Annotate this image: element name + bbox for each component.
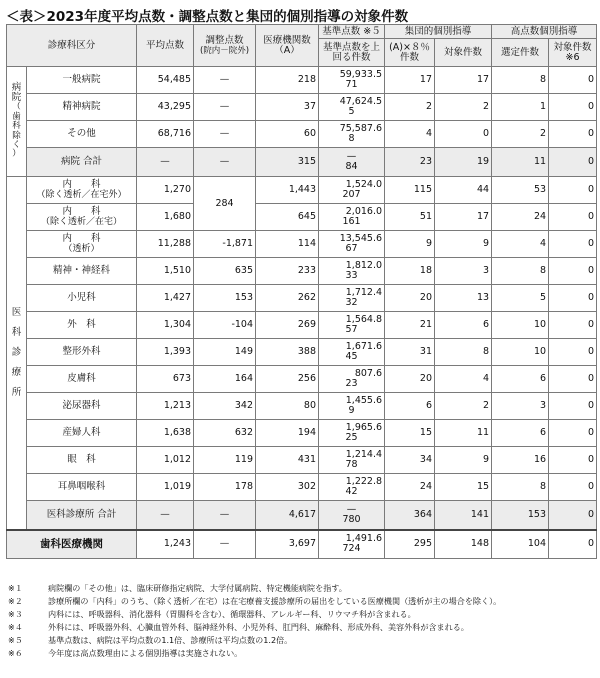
cell-a8: 34 [385,447,435,474]
row-name: 病院 合計 [27,148,137,177]
cell-selected: 6 [492,420,549,447]
row-name: 泌尿器科 [27,393,137,420]
footnote: ※５ 基準点数は、病院は平均点数の1.1倍、診療所は平均点数の1.2倍。 [8,635,293,646]
cell-a8: 9 [385,231,435,258]
table-row [7,285,597,312]
hospital-section-label: 病 院 （ 歯 科 除 く ） [7,67,27,177]
footnote: ※３ 内科には、呼吸器科、消化器科（胃腸科を含む）、循環器科、アレルギー科、リウマチ科が含まれる。 [8,609,416,620]
cell-collective: 9 [435,447,492,474]
table-row [7,258,597,285]
header-high-target: 対象件数 ※6 [549,39,597,67]
cell-standard: — 780 [319,501,385,530]
cell-collective: 8 [435,339,492,366]
cell-target: 0 [549,231,597,258]
cell-selected: 6 [492,366,549,393]
cell-adj: 635 [194,258,256,285]
cell-target: 0 [549,393,597,420]
cell-a8: 2 [385,94,435,121]
cell-adj: — [194,67,256,94]
cell-selected: 2 [492,121,549,148]
cell-a8: 115 [385,177,435,204]
cell-standard: 2,016.0 161 [319,204,385,231]
cell-a8: 51 [385,204,435,231]
table-row [7,474,597,501]
cell-target: 0 [549,447,597,474]
cell-inst: 1,443 [256,177,319,204]
cell-a8: 20 [385,366,435,393]
cell-inst: 645 [256,204,319,231]
cell-standard: 807.6 23 [319,366,385,393]
cell-avg: 54,485 [137,67,194,94]
cell-collective: 9 [435,231,492,258]
cell-inst: 60 [256,121,319,148]
statistics-table [6,24,597,559]
row-name: 精神・神経科 [27,258,137,285]
cell-avg: 43,295 [137,94,194,121]
cell-standard: 1,214.4 78 [319,447,385,474]
row-name: 耳鼻咽喉科 [27,474,137,501]
cell-collective: 17 [435,67,492,94]
row-name: 一般病院 [27,67,137,94]
cell-collective: 44 [435,177,492,204]
cell-a8: 21 [385,312,435,339]
header-high-group: 高点数個別指導 [492,25,597,39]
cell-a8: 364 [385,501,435,530]
header-collective-target: 対象件数 [435,39,492,67]
header-adj-points: 調整点数 (院内－院外) [194,25,256,67]
cell-target: 0 [549,474,597,501]
header-standard-sub: 基準点数を上 回る件数 [319,39,385,67]
cell-a8: 23 [385,148,435,177]
cell-selected: 10 [492,312,549,339]
cell-avg: 1,680 [137,204,194,231]
cell-collective: 11 [435,420,492,447]
cell-target: 0 [549,121,597,148]
cell-avg: 1,243 [137,530,194,559]
cell-selected: 4 [492,231,549,258]
cell-adj: 153 [194,285,256,312]
cell-avg: 1,213 [137,393,194,420]
cell-collective: 15 [435,474,492,501]
cell-target: 0 [549,148,597,177]
cell-standard: 47,624.5 5 [319,94,385,121]
cell-avg: 1,019 [137,474,194,501]
cell-adj: -104 [194,312,256,339]
cell-avg: 1,393 [137,339,194,366]
header-high-selected: 選定件数 [492,39,549,67]
row-name: 産婦人科 [27,420,137,447]
cell-selected: 53 [492,177,549,204]
cell-inst: 233 [256,258,319,285]
cell-selected: 104 [492,530,549,559]
cell-target: 0 [549,420,597,447]
cell-standard: 1,455.6 9 [319,393,385,420]
cell-avg: 673 [137,366,194,393]
cell-selected: 24 [492,204,549,231]
clinic-total-row [7,501,597,530]
cell-a8: 31 [385,339,435,366]
cell-a8: 18 [385,258,435,285]
dental-row [7,530,597,559]
cell-standard: 1,812.0 33 [319,258,385,285]
cell-collective: 3 [435,258,492,285]
cell-avg: 1,270 [137,177,194,204]
cell-adj: — [194,530,256,559]
cell-selected: 1 [492,94,549,121]
cell-adj: 164 [194,366,256,393]
cell-target: 0 [549,177,597,204]
cell-target: 0 [549,312,597,339]
cell-selected: 3 [492,393,549,420]
cell-avg: 1,012 [137,447,194,474]
table-row [7,121,597,148]
cell-selected: 8 [492,258,549,285]
cell-a8: 295 [385,530,435,559]
cell-adj: — [194,501,256,530]
table-row [7,204,597,231]
cell-target: 0 [549,94,597,121]
cell-standard: 59,933.5 71 [319,67,385,94]
cell-standard: 1,712.4 32 [319,285,385,312]
table-row [7,393,597,420]
cell-standard: 1,222.8 42 [319,474,385,501]
cell-inst: 256 [256,366,319,393]
cell-inst: 3,697 [256,530,319,559]
table-row [7,312,597,339]
cell-a8: 24 [385,474,435,501]
cell-selected: 5 [492,285,549,312]
footnote: ※１ 病院欄の「その他」は、臨床研修指定病院、大学付属病院、特定機能病院を指す。 [8,583,347,593]
footnote: ※２ 診療所欄の「内科」のうち、（除く透析／在宅）は在宅療養支援診療所の届出をしている医療機関（透析が主の場合を除く）。 [8,596,502,607]
cell-avg: 68,716 [137,121,194,148]
cell-inst: 302 [256,474,319,501]
table-row [7,366,597,393]
cell-adj: 178 [194,474,256,501]
cell-adj-shared: 284 [194,177,256,231]
cell-inst: 269 [256,312,319,339]
cell-avg: 1,427 [137,285,194,312]
cell-inst: 388 [256,339,319,366]
cell-collective: 4 [435,366,492,393]
cell-adj: — [194,94,256,121]
table-row [7,94,597,121]
header-collective-group: 集団的個別指導 [385,25,492,39]
cell-inst: 431 [256,447,319,474]
table-row [7,231,597,258]
cell-inst: 4,617 [256,501,319,530]
cell-selected: 16 [492,447,549,474]
row-name: 外 科 [27,312,137,339]
cell-target: 0 [549,366,597,393]
footnote: ※６ 今年度は高点数理由による個別指導は実施されない。 [8,648,243,659]
cell-target: 0 [549,204,597,231]
cell-a8: 6 [385,393,435,420]
cell-standard: 75,587.6 8 [319,121,385,148]
cell-inst: 315 [256,148,319,177]
cell-a8: 4 [385,121,435,148]
row-name: 内 科 （除く透析／在宅） [27,204,137,231]
cell-adj: 632 [194,420,256,447]
row-name: 精神病院 [27,94,137,121]
table-row [7,420,597,447]
cell-standard: — 84 [319,148,385,177]
cell-inst: 218 [256,67,319,94]
cell-adj: -1,871 [194,231,256,258]
table-row [7,447,597,474]
cell-avg: 1,304 [137,312,194,339]
cell-adj: — [194,148,256,177]
row-name: 内 科 （除く透析／在宅外） [27,177,137,204]
row-name: その他 [27,121,137,148]
header-avg-points: 平均点数 [137,25,194,67]
cell-standard: 1,564.8 57 [319,312,385,339]
hospital-total-row [7,148,597,177]
cell-collective: 19 [435,148,492,177]
cell-adj: 119 [194,447,256,474]
header-category: 診療科区分 [7,25,137,67]
cell-inst: 37 [256,94,319,121]
row-name: 眼 科 [27,447,137,474]
cell-standard: 1,524.0 207 [319,177,385,204]
row-name: 歯科医療機関 [7,530,137,559]
cell-collective: 6 [435,312,492,339]
cell-adj: 342 [194,393,256,420]
cell-target: 0 [549,501,597,530]
cell-target: 0 [549,67,597,94]
cell-target: 0 [549,258,597,285]
cell-standard: 1,671.6 45 [319,339,385,366]
cell-avg: 11,288 [137,231,194,258]
cell-target: 0 [549,530,597,559]
cell-collective: 2 [435,94,492,121]
footnote: ※４ 外科には、呼吸器外科、心臓血管外科、脳神経外科、小児外科、肛門科、麻酔科、形成外科、美容外科が含まれる。 [8,622,469,633]
cell-selected: 11 [492,148,549,177]
cell-standard: 1,965.6 25 [319,420,385,447]
cell-selected: 8 [492,474,549,501]
table-row [7,177,597,204]
cell-selected: 10 [492,339,549,366]
cell-collective: 148 [435,530,492,559]
header-institutions: 医療機関数 （A） [256,25,319,67]
cell-a8: 15 [385,420,435,447]
row-name: 整形外科 [27,339,137,366]
cell-collective: 13 [435,285,492,312]
clinic-section-label: 医 科 診 療 所 [7,177,27,530]
cell-collective: 2 [435,393,492,420]
table-row [7,339,597,366]
row-name: 内 科 （透析） [27,231,137,258]
cell-inst: 80 [256,393,319,420]
cell-target: 0 [549,285,597,312]
cell-inst: 194 [256,420,319,447]
row-name: 医科診療所 合計 [27,501,137,530]
table-row [7,67,597,94]
cell-standard: 1,491.6 724 [319,530,385,559]
cell-inst: 262 [256,285,319,312]
row-name: 小児科 [27,285,137,312]
cell-collective: 141 [435,501,492,530]
page-title: ＜表＞2023年度平均点数・調整点数と集団的個別指導の対象件数 [6,9,409,25]
footnotes [8,582,596,661]
cell-standard: 13,545.6 67 [319,231,385,258]
cell-adj: — [194,121,256,148]
cell-avg: 1,638 [137,420,194,447]
cell-avg: 1,510 [137,258,194,285]
cell-selected: 8 [492,67,549,94]
cell-collective: 17 [435,204,492,231]
cell-adj: 149 [194,339,256,366]
cell-inst: 114 [256,231,319,258]
header-a8: (A)×８％ 件数 [385,39,435,67]
cell-selected: 153 [492,501,549,530]
row-name: 皮膚科 [27,366,137,393]
cell-a8: 20 [385,285,435,312]
cell-target: 0 [549,339,597,366]
cell-a8: 17 [385,67,435,94]
cell-avg: — [137,148,194,177]
cell-collective: 0 [435,121,492,148]
header-standard-group: 基準点数 ※５ [319,25,385,39]
cell-avg: — [137,501,194,530]
